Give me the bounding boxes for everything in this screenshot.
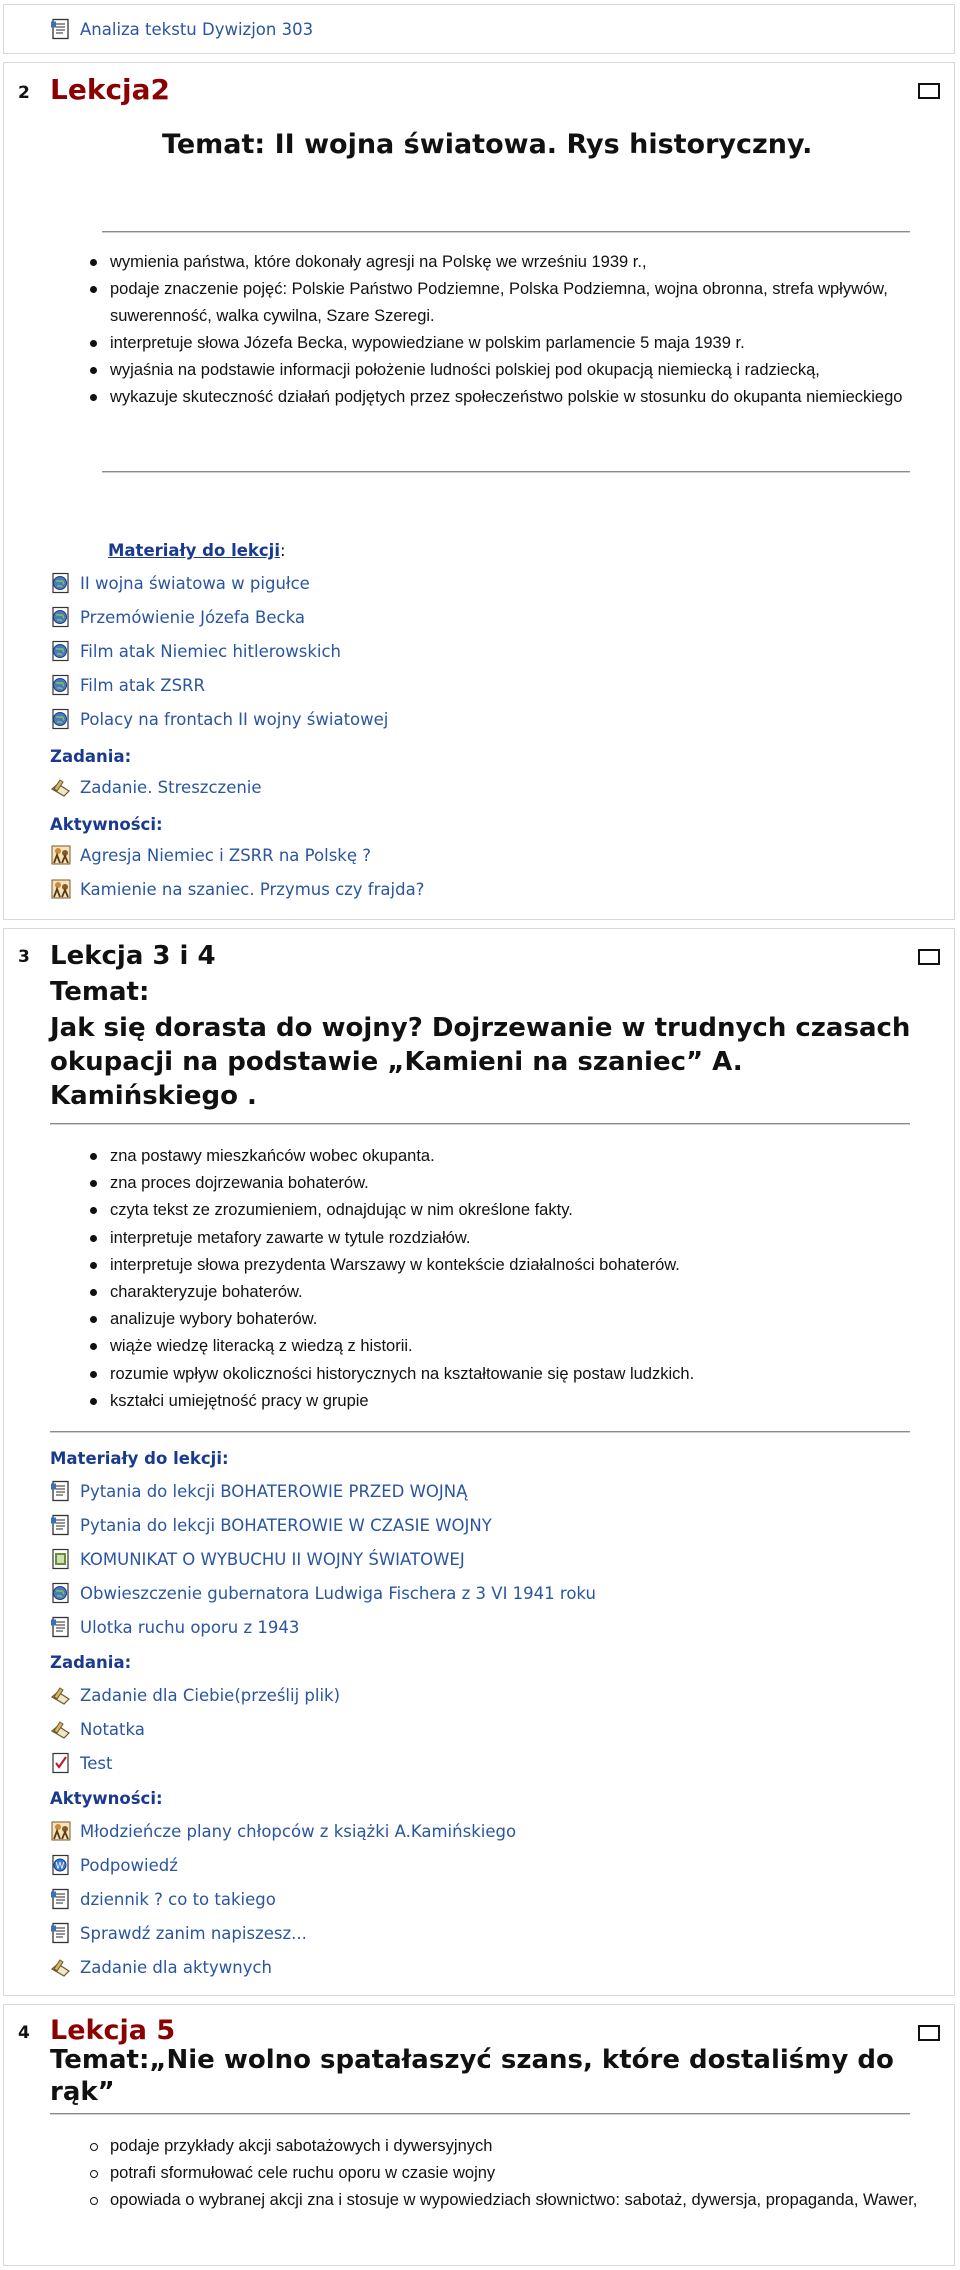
objective-item: interpretuje słowa prezydenta Warszawy w kontekście działalności bohaterów. — [110, 1252, 910, 1279]
resource-link[interactable]: KOMUNIKAT O WYBUCHU II WOJNY ŚWIATOWEJ — [80, 1549, 465, 1569]
divider — [50, 1123, 910, 1125]
objective-item: zna proces dojrzewania bohaterów. — [110, 1170, 910, 1197]
activity-item[interactable] — [50, 1921, 307, 1945]
forum-icon — [50, 1820, 72, 1842]
lesson-topic: rąk” — [50, 2077, 115, 2107]
lesson-topic: okupacji na podstawie „Kamieni na szaniec” A. — [50, 1047, 743, 1077]
objective-item: podaje znaczenie pojęć: Polskie Państwo Podziemne, Polska Podziemna, wojna obronna, strefa wpływów, suwerenność, walka cywilna, Szare Szeregi. — [110, 276, 910, 330]
resource-item[interactable] — [50, 639, 341, 663]
globe-icon — [50, 640, 72, 662]
objective-item: opowiada o wybranej akcji zna i stosuje w wypowiedziach słownictwo: sabotaż, dywersja, propaganda, Wawer, — [110, 2187, 930, 2214]
objective-item: interpretuje słowa Józefa Becka, wypowiedziane w polskim parlamencie 5 maja 1939 r. — [110, 330, 910, 357]
activity-item[interactable] — [50, 1819, 516, 1843]
objective-item: czyta tekst ze zrozumieniem, odnajdując w nim określone fakty. — [110, 1197, 910, 1224]
resource-link[interactable]: Przemówienie Józefa Becka — [80, 607, 305, 627]
section-number: 4 — [18, 2023, 30, 2043]
globe-icon — [50, 572, 72, 594]
globe-icon — [50, 1582, 72, 1604]
completion-checkbox[interactable] — [918, 2025, 940, 2041]
lesson-topic: Kamińskiego . — [50, 1081, 257, 1111]
resource-link[interactable]: II wojna światowa w pigułce — [80, 573, 310, 593]
activity-item[interactable] — [50, 1853, 178, 1877]
document-icon — [50, 1616, 72, 1638]
objective-item: rozumie wpływ okoliczności historycznych na kształtowanie się postaw ludzkich. — [110, 1361, 910, 1388]
document-icon — [50, 1514, 72, 1536]
section-number: 3 — [18, 947, 30, 967]
activity-link[interactable]: Zadanie dla aktywnych — [80, 1957, 272, 1977]
activities-label: Aktywności: — [50, 815, 163, 834]
objectives-list — [68, 249, 910, 411]
quiz-link[interactable]: Test — [80, 1753, 113, 1773]
activity-item[interactable] — [50, 877, 424, 901]
objective-item: charakteryzuje bohaterów. — [110, 1279, 910, 1306]
materials-label: Materiały do lekcji: — [50, 1449, 229, 1468]
divider — [50, 1431, 910, 1433]
section-week-2 — [3, 62, 955, 920]
resource-link[interactable]: Pytania do lekcji BOHATEROWIE W CZASIE WOJNY — [80, 1515, 492, 1535]
activity-item[interactable] — [50, 1955, 272, 1979]
globe-icon — [50, 674, 72, 696]
objective-item: kształci umiejętność pracy w grupie — [110, 1388, 910, 1415]
activities-label: Aktywności: — [50, 1789, 163, 1808]
resource-item[interactable] — [50, 605, 305, 629]
document-icon — [50, 1888, 72, 1910]
assignment-icon — [50, 776, 72, 798]
forum-icon — [50, 878, 72, 900]
completion-checkbox[interactable] — [918, 83, 940, 99]
resource-link[interactable]: Analiza tekstu Dywizjon 303 — [80, 19, 314, 39]
assignment-link[interactable]: Notatka — [80, 1719, 145, 1739]
resource-item[interactable] — [50, 673, 205, 697]
section-number: 2 — [18, 83, 30, 103]
divider — [50, 2113, 910, 2115]
resource-link[interactable]: Ulotka ruchu oporu z 1943 — [80, 1617, 300, 1637]
assignment-link[interactable]: Zadanie. Streszczenie — [80, 777, 262, 797]
tasks-label: Zadania: — [50, 747, 132, 766]
lesson-topic: Temat: II wojna światowa. Rys historyczny. — [162, 129, 813, 160]
resource-item[interactable] — [50, 1547, 465, 1571]
objective-item: zna postawy mieszkańców wobec okupanta. — [110, 1143, 910, 1170]
tasks-label: Zadania: — [50, 1653, 132, 1672]
objectives-list — [68, 2133, 930, 2214]
activity-link[interactable]: dziennik ? co to takiego — [80, 1889, 276, 1909]
quiz-icon — [50, 1752, 72, 1774]
resource-item[interactable] — [50, 1581, 596, 1605]
resource-link[interactable]: Obwieszczenie gubernatora Ludwiga Fischera z 3 VI 1941 roku — [80, 1583, 596, 1603]
activity-link[interactable]: Sprawdź zanim napiszesz... — [80, 1923, 307, 1943]
divider — [102, 231, 910, 233]
document-icon — [50, 1922, 72, 1944]
assignment-icon — [50, 1718, 72, 1740]
activity-link[interactable]: Kamienie na szaniec. Przymus czy frajda? — [80, 879, 425, 899]
resource-link[interactable]: Pytania do lekcji BOHATEROWIE PRZED WOJNĄ — [80, 1481, 468, 1501]
lesson-topic: Jak się dorasta do wojny? Dojrzewanie w trudnych czasach — [50, 1013, 911, 1043]
quiz-item[interactable] — [50, 1751, 113, 1775]
document-icon — [50, 1480, 72, 1502]
objective-item: wykazuje skuteczność działań podjętych przez społeczeństwo polskie w stosunku do okupanta niemieckiego — [110, 384, 910, 411]
objectives-list — [68, 1143, 910, 1415]
divider — [102, 471, 910, 473]
forum-icon — [50, 844, 72, 866]
resource-item[interactable] — [50, 1513, 492, 1537]
lesson-title: Lekcja 3 i 4 — [50, 941, 216, 971]
assignment-icon — [50, 1684, 72, 1706]
lesson-title: Lekcja 5 — [50, 2015, 176, 2046]
assignment-link[interactable]: Zadanie dla Ciebie(prześlij plik) — [80, 1685, 341, 1705]
assignment-icon — [50, 1956, 72, 1978]
activity-link[interactable]: Podpowiedź — [80, 1855, 178, 1875]
activity-item[interactable] — [50, 843, 371, 867]
lesson-title: Lekcja2 — [50, 73, 171, 106]
objective-item: potrafi sformułować cele ruchu oporu w czasie wojny — [110, 2160, 930, 2187]
section-week-4 — [3, 2004, 955, 2266]
globe-icon — [50, 708, 72, 730]
objective-item: podaje przykłady akcji sabotażowych i dywersyjnych — [110, 2133, 930, 2160]
objective-item: wymienia państwa, które dokonały agresji na Polskę we wrześniu 1939 r., — [110, 249, 910, 276]
objective-item: wyjaśnia na podstawie informacji położenie ludności polskiej pod okupacją niemiecką i radziecką, — [110, 357, 910, 384]
activity-item[interactable] — [50, 1887, 276, 1911]
activity-link[interactable]: Agresja Niemiec i ZSRR na Polskę ? — [80, 845, 372, 865]
assignment-item[interactable] — [50, 775, 262, 799]
lesson-topic-label: Temat: — [50, 977, 150, 1007]
resource-link[interactable]: Film atak ZSRR — [80, 675, 205, 695]
resource-link[interactable]: Film atak Niemiec hitlerowskich — [80, 641, 341, 661]
document-icon — [50, 18, 72, 40]
objective-item: analizuje wybory bohaterów. — [110, 1306, 910, 1333]
assignment-item[interactable] — [50, 1717, 145, 1741]
section-week-3 — [3, 928, 955, 1996]
resource-item[interactable] — [50, 707, 388, 731]
activity-link[interactable]: Młodzieńcze plany chłopców z książki A.Kamińskiego — [80, 1821, 517, 1841]
wiki-icon — [50, 1854, 72, 1876]
resource-link[interactable]: Polacy na frontach II wojny światowej — [80, 709, 389, 729]
resource-item[interactable] — [50, 17, 313, 41]
resource-item[interactable] — [50, 1479, 467, 1503]
globe-icon — [50, 606, 72, 628]
resource-item[interactable] — [50, 571, 310, 595]
assignment-item[interactable] — [50, 1683, 340, 1707]
resource-item[interactable] — [50, 1615, 299, 1639]
section-top — [3, 4, 955, 54]
objective-item: interpretuje metafory zawarte w tytule rozdziałów. — [110, 1225, 910, 1252]
film-icon — [50, 1548, 72, 1570]
objective-item: wiąże wiedzę literacką z wiedzą z historii. — [110, 1333, 910, 1360]
lesson-topic: Temat:„Nie wolno spatałaszyć szans, które dostaliśmy do — [50, 2045, 894, 2075]
completion-checkbox[interactable] — [918, 949, 940, 965]
materials-label: Materiały do lekcji: — [108, 541, 286, 560]
